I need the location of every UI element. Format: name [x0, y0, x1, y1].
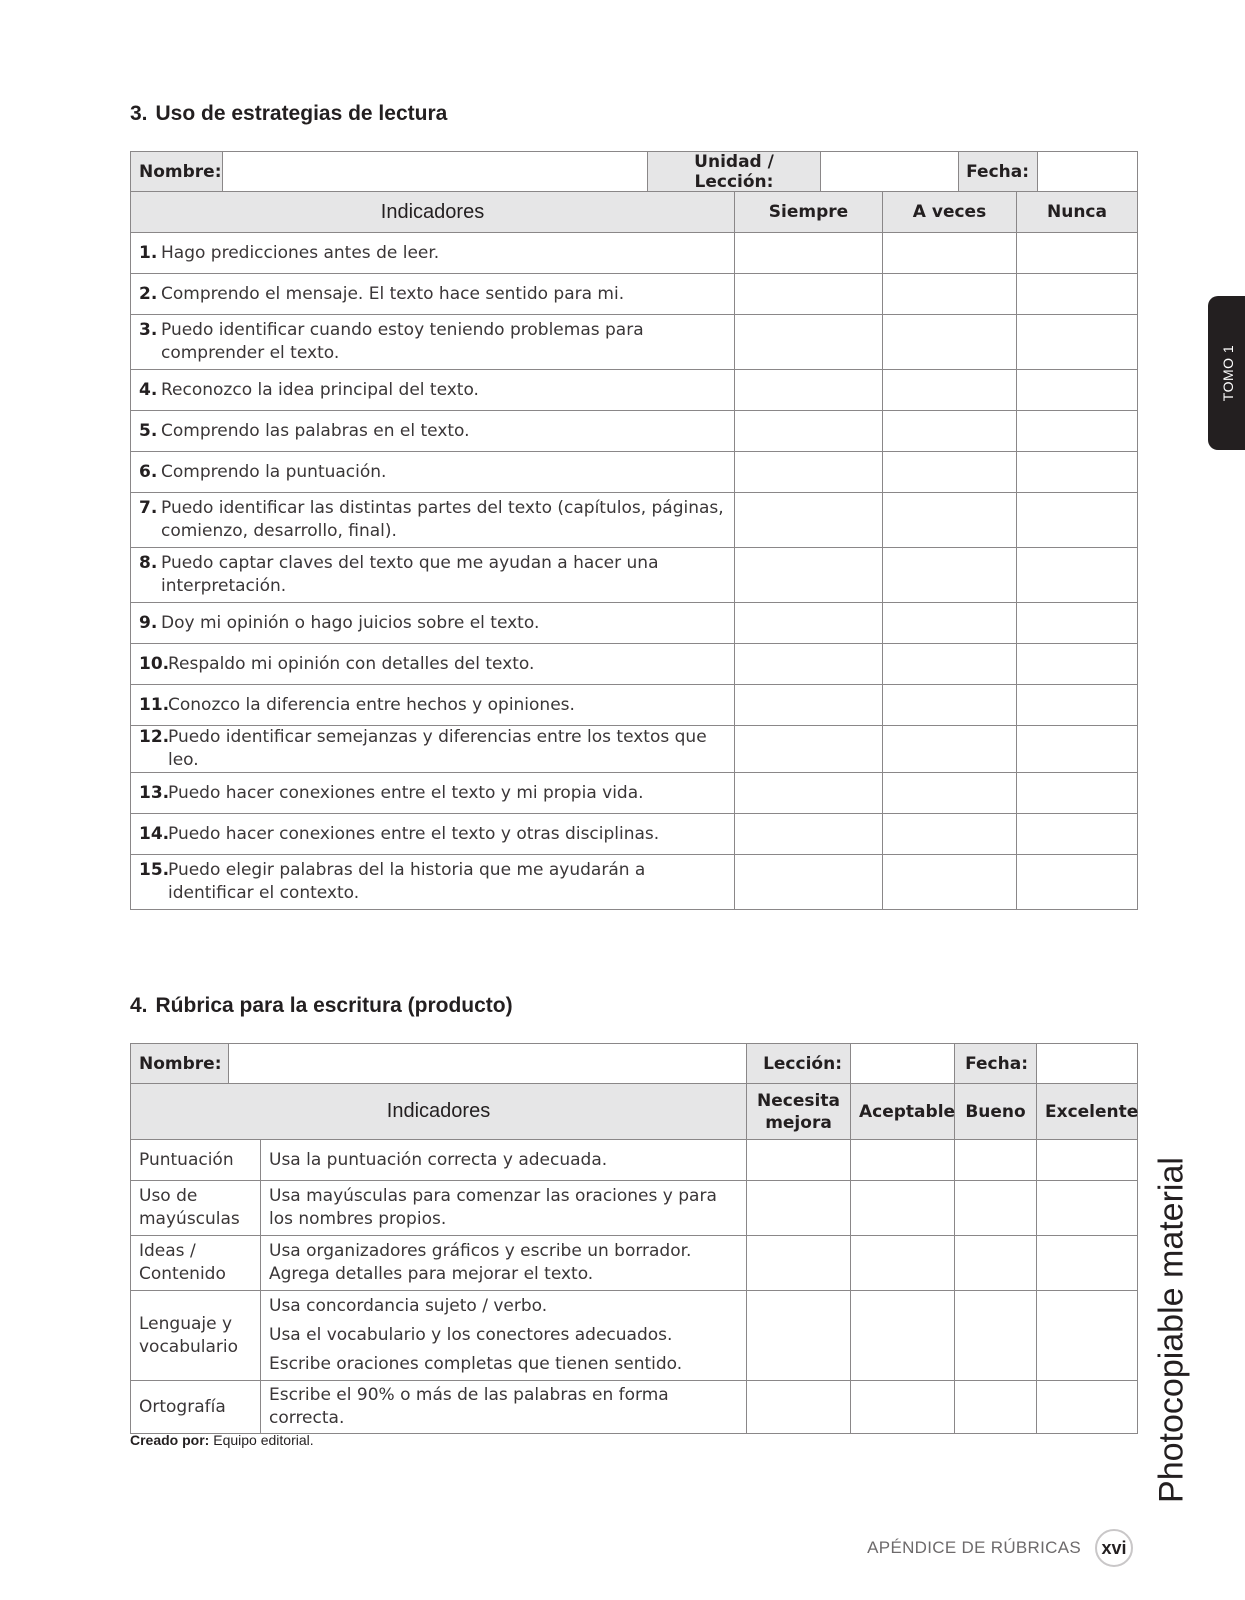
sometimes-header: A veces — [883, 192, 1017, 233]
always-cell[interactable] — [735, 233, 883, 274]
never-cell[interactable] — [1017, 370, 1138, 411]
needs-improvement-cell[interactable] — [747, 1181, 851, 1236]
name-field[interactable] — [229, 1044, 747, 1085]
sometimes-cell[interactable] — [883, 274, 1017, 315]
always-cell[interactable] — [735, 274, 883, 315]
description-line: Agrega detalles para mejorar el texto. — [269, 1264, 594, 1284]
name-label: Nombre: — [131, 152, 223, 193]
item-text: Hago predicciones antes de leer. — [161, 242, 440, 263]
indicator-item — [131, 855, 735, 910]
item-number: 8. — [139, 553, 158, 573]
sometimes-cell[interactable] — [883, 855, 1017, 910]
description-line: Usa mayúsculas para comenzar las oraciones y para los nombres propios. — [269, 1186, 717, 1229]
always-cell[interactable] — [735, 548, 883, 603]
item-number: 2. — [139, 283, 158, 304]
item-text: Puedo hacer conexiones entre el texto y otras disciplinas. — [168, 823, 660, 844]
description-cell — [261, 1140, 747, 1181]
indicator-item — [131, 233, 735, 274]
good-cell[interactable] — [955, 1381, 1037, 1434]
page-footer — [867, 1528, 1133, 1568]
indicators-header: Indicadores — [131, 192, 735, 233]
item-number: 9. — [139, 612, 158, 633]
tomo-tab — [1208, 296, 1245, 450]
never-cell[interactable] — [1017, 274, 1138, 315]
section-3-title — [130, 102, 447, 126]
lesson-field[interactable] — [851, 1044, 955, 1085]
indicator-item — [131, 726, 735, 773]
photocopiable-text: Photocopiable material — [1152, 1157, 1191, 1503]
always-cell[interactable] — [735, 644, 883, 685]
always-cell[interactable] — [735, 773, 883, 814]
never-cell[interactable] — [1017, 411, 1138, 452]
item-number: 15. — [139, 860, 170, 880]
description-cell — [261, 1181, 747, 1236]
credit-value: Equipo editorial. — [213, 1432, 314, 1448]
description-line: Usa organizadores gráficos y escribe un borrador. — [269, 1241, 692, 1261]
section-3-number: 3. — [130, 102, 148, 125]
needs-improvement-cell[interactable] — [747, 1381, 851, 1434]
table-row — [131, 1236, 1138, 1291]
table-row — [131, 548, 1138, 603]
section-4-title-text: Rúbrica para la escritura (producto) — [155, 994, 513, 1017]
indicator-item — [131, 814, 735, 855]
indicator-item — [131, 644, 735, 685]
sometimes-cell[interactable] — [883, 773, 1017, 814]
item-text: Conozco la diferencia entre hechos y opiniones. — [168, 694, 575, 715]
always-cell[interactable] — [735, 603, 883, 644]
never-cell[interactable] — [1017, 814, 1138, 855]
always-cell[interactable] — [735, 315, 883, 370]
indicator-item — [131, 411, 735, 452]
excellent-cell[interactable] — [1037, 1236, 1138, 1291]
item-number: 12. — [139, 727, 170, 747]
table-row — [131, 603, 1138, 644]
table-row — [131, 814, 1138, 855]
table-row — [131, 493, 1138, 548]
section-4-number: 4. — [130, 994, 148, 1017]
credit-label: Creado por: — [130, 1432, 210, 1448]
good-cell[interactable] — [955, 1181, 1037, 1236]
acceptable-cell[interactable] — [851, 1291, 955, 1381]
description-line: Usa el vocabulario y los conectores adecuados. — [269, 1325, 673, 1345]
table-row — [131, 1381, 1138, 1434]
good-cell[interactable] — [955, 1291, 1037, 1381]
sometimes-cell[interactable] — [883, 493, 1017, 548]
item-number: 4. — [139, 379, 158, 400]
date-field[interactable] — [1037, 1044, 1138, 1085]
category-cell: Lenguaje y vocabulario — [131, 1291, 261, 1381]
category-cell: Uso de mayúsculas — [131, 1181, 261, 1236]
indicator-item — [131, 548, 735, 603]
table-row — [131, 315, 1138, 370]
item-number: 3. — [139, 320, 158, 340]
needs-improvement-cell[interactable] — [747, 1140, 851, 1181]
never-cell[interactable] — [1017, 644, 1138, 685]
sometimes-cell[interactable] — [883, 452, 1017, 493]
indicator-item — [131, 274, 735, 315]
always-header: Siempre — [735, 192, 883, 233]
needs-improvement-cell[interactable] — [747, 1236, 851, 1291]
item-text: Puedo hacer conexiones entre el texto y mi propia vida. — [168, 782, 644, 803]
table-row — [131, 233, 1138, 274]
sometimes-cell[interactable] — [883, 411, 1017, 452]
item-text: Puedo identificar semejanzas y diferencias entre los textos que leo. — [168, 727, 707, 770]
item-number: 7. — [139, 498, 158, 518]
sometimes-cell[interactable] — [883, 726, 1017, 773]
sometimes-cell[interactable] — [883, 233, 1017, 274]
good-cell[interactable] — [955, 1140, 1037, 1181]
acceptable-cell[interactable] — [851, 1140, 955, 1181]
item-number: 10. — [139, 653, 170, 674]
table-row — [131, 726, 1138, 773]
writing-rubric-table — [130, 1083, 1138, 1434]
table-row — [131, 1181, 1138, 1236]
name-label: Nombre: — [131, 1044, 229, 1085]
section-4-title — [130, 994, 513, 1018]
always-cell[interactable] — [735, 370, 883, 411]
indicator-item — [131, 493, 735, 548]
item-text: Puedo captar claves del texto que me ayudan a hacer una interpretación. — [161, 553, 659, 596]
acceptable-header: Aceptable — [851, 1084, 955, 1140]
good-cell[interactable] — [955, 1236, 1037, 1291]
description-line: Escribe el 90% o más de las palabras en forma correcta. — [269, 1385, 669, 1428]
category-cell: Ortografía — [131, 1381, 261, 1434]
unit-lesson-label: Unidad / Lección: — [648, 152, 821, 193]
description-cell — [261, 1236, 747, 1291]
item-text: Puedo elegir palabras del la historia que me ayudarán a identificar el contexto. — [168, 860, 646, 903]
table-row — [131, 644, 1138, 685]
never-cell[interactable] — [1017, 726, 1138, 773]
indicators-header: Indicadores — [131, 1084, 747, 1140]
date-group — [959, 152, 1138, 193]
never-cell[interactable] — [1017, 773, 1138, 814]
never-cell[interactable] — [1017, 855, 1138, 910]
name-field[interactable] — [223, 152, 648, 193]
item-text: Puedo identificar las distintas partes del texto (capítulos, páginas, comienzo, desarrollo, final). — [161, 498, 724, 541]
excellent-cell[interactable] — [1037, 1381, 1138, 1434]
indicator-item — [131, 370, 735, 411]
table-row — [131, 411, 1138, 452]
appendix-title: APÉNDICE DE RÚBRICAS — [867, 1538, 1081, 1557]
sometimes-cell[interactable] — [883, 370, 1017, 411]
table-row — [131, 685, 1138, 726]
item-text: Comprendo el mensaje. El texto hace sentido para mi. — [161, 283, 625, 304]
section-3-title-text: Uso de estrategias de lectura — [155, 102, 448, 125]
never-cell[interactable] — [1017, 452, 1138, 493]
item-number: 14. — [139, 823, 170, 844]
date-label: Fecha: — [955, 1044, 1037, 1085]
indicator-item — [131, 685, 735, 726]
table-row — [131, 1140, 1138, 1181]
excellent-cell[interactable] — [1037, 1291, 1138, 1381]
item-text: Comprendo las palabras en el texto. — [161, 420, 470, 441]
always-cell[interactable] — [735, 411, 883, 452]
indicator-item — [131, 452, 735, 493]
always-cell[interactable] — [735, 452, 883, 493]
reading-strategies-table — [130, 151, 1138, 193]
category-cell: Ideas / Contenido — [131, 1236, 261, 1291]
excellent-cell[interactable] — [1037, 1140, 1138, 1181]
indicator-item — [131, 773, 735, 814]
item-text: Puedo identificar cuando estoy teniendo problemas para comprender el texto. — [161, 320, 644, 363]
never-cell[interactable] — [1017, 315, 1138, 370]
always-cell[interactable] — [735, 726, 883, 773]
item-text: Comprendo la puntuación. — [161, 461, 387, 482]
tomo-label: TOMO 1 — [1220, 344, 1236, 402]
table-row — [131, 855, 1138, 910]
item-number: 13. — [139, 782, 170, 803]
acceptable-cell[interactable] — [851, 1381, 955, 1434]
table-row — [131, 773, 1138, 814]
table-row — [131, 452, 1138, 493]
never-cell[interactable] — [1017, 603, 1138, 644]
needs-improvement-header: Necesita mejora — [747, 1084, 851, 1140]
never-header: Nunca — [1017, 192, 1138, 233]
always-cell[interactable] — [735, 493, 883, 548]
sometimes-cell[interactable] — [883, 814, 1017, 855]
item-text: Reconozco la idea principal del texto. — [161, 379, 479, 400]
sometimes-cell[interactable] — [883, 685, 1017, 726]
page-number: xvi — [1095, 1529, 1133, 1567]
table-row — [131, 274, 1138, 315]
indicator-item — [131, 603, 735, 644]
description-line: Escribe oraciones completas que tienen sentido. — [269, 1354, 683, 1374]
never-cell[interactable] — [1017, 685, 1138, 726]
never-cell[interactable] — [1017, 548, 1138, 603]
category-cell: Puntuación — [131, 1140, 261, 1181]
never-cell[interactable] — [1017, 493, 1138, 548]
acceptable-cell[interactable] — [851, 1236, 955, 1291]
reading-strategies-grid — [130, 191, 1138, 910]
unit-lesson-field[interactable] — [821, 152, 959, 193]
item-number: 1. — [139, 242, 158, 263]
description-line: Usa concordancia sujeto / verbo. — [269, 1296, 548, 1316]
sometimes-cell[interactable] — [883, 603, 1017, 644]
description-cell — [261, 1381, 747, 1434]
needs-improvement-cell[interactable] — [747, 1291, 851, 1381]
item-number: 6. — [139, 461, 158, 482]
sometimes-cell[interactable] — [883, 315, 1017, 370]
acceptable-cell[interactable] — [851, 1181, 955, 1236]
writing-rubric-header — [130, 1043, 1138, 1085]
always-cell[interactable] — [735, 685, 883, 726]
sometimes-cell[interactable] — [883, 548, 1017, 603]
always-cell[interactable] — [735, 855, 883, 910]
item-number: 11. — [139, 694, 170, 715]
credit-line — [130, 1432, 314, 1448]
table-row — [131, 1291, 1138, 1381]
always-cell[interactable] — [735, 814, 883, 855]
table-row — [131, 370, 1138, 411]
item-text: Doy mi opinión o hago juicios sobre el texto. — [161, 612, 540, 633]
excellent-cell[interactable] — [1037, 1181, 1138, 1236]
item-text: Respaldo mi opinión con detalles del texto. — [168, 653, 535, 674]
lesson-label: Lección: — [747, 1044, 851, 1085]
excellent-header: Excelente — [1037, 1084, 1138, 1140]
description-cell — [261, 1291, 747, 1381]
sometimes-cell[interactable] — [883, 644, 1017, 685]
never-cell[interactable] — [1017, 233, 1138, 274]
good-header: Bueno — [955, 1084, 1037, 1140]
date-label: Fecha: — [959, 152, 1038, 192]
item-number: 5. — [139, 420, 158, 441]
description-line: Usa la puntuación correcta y adecuada. — [269, 1149, 608, 1170]
date-field[interactable] — [1038, 152, 1137, 192]
indicator-item — [131, 315, 735, 370]
